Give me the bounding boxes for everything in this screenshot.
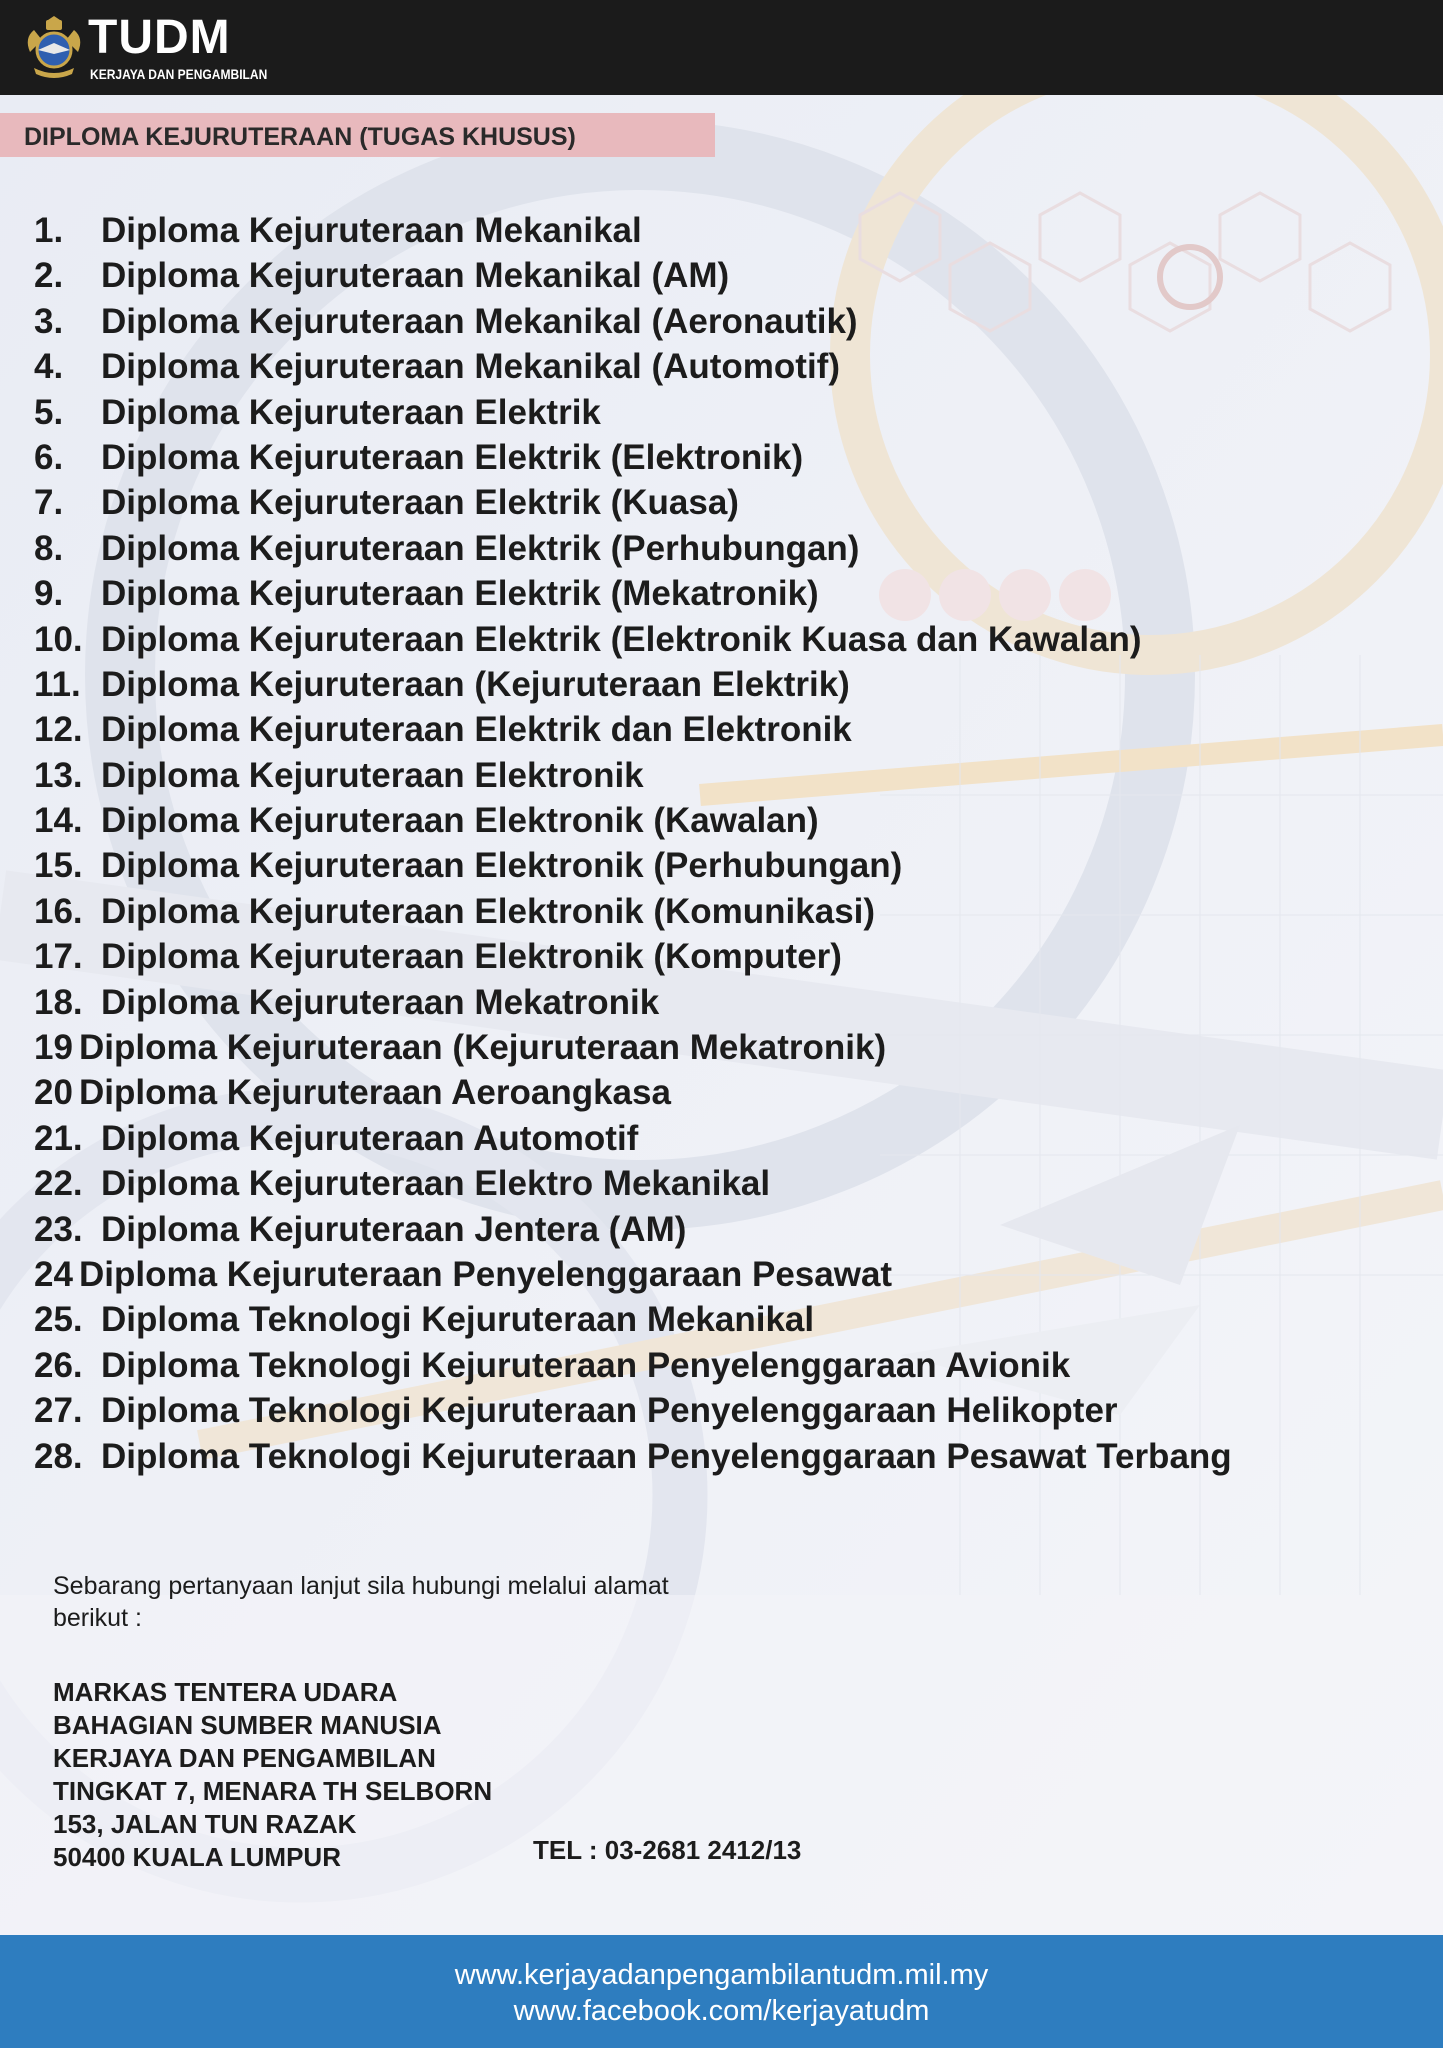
list-item: [34, 390, 1414, 435]
list-item-number: 19: [34, 1028, 73, 1068]
section-label: [0, 113, 715, 157]
list-item: [34, 1161, 1414, 1206]
list-item-number: 6.: [34, 437, 64, 477]
list-item-name: Diploma Kejuruteraan Elektrik (Perhubungan): [101, 528, 860, 568]
section-label-text: DIPLOMA KEJURUTERAAN (TUGAS KHUSUS): [24, 123, 576, 151]
list-item-name: Diploma Kejuruteraan Elektrik (Mekatronik): [101, 574, 819, 614]
telephone-number: TEL : 03-2681 2412/13: [533, 1835, 802, 1865]
list-item-number: 15.: [34, 846, 83, 886]
list-item: [34, 934, 1414, 979]
list-item-name: Diploma Kejuruteraan Elektronik (Komunikasi): [101, 891, 876, 931]
list-item-number: 14.: [34, 801, 83, 841]
list-item: [34, 662, 1414, 707]
list-item-name: Diploma Kejuruteraan Elektrik (Elektronik): [101, 437, 804, 477]
list-item-name: Diploma Kejuruteraan Elektronik (Komputer): [101, 937, 842, 977]
list-item-name: Diploma Teknologi Kejuruteraan Penyelenggaraan Avionik: [101, 1345, 1071, 1385]
list-item-name: Diploma Teknologi Kejuruteraan Mekanikal: [101, 1300, 815, 1340]
list-item-number: 20: [34, 1073, 73, 1113]
list-item: [34, 344, 1414, 389]
list-item-name: Diploma Kejuruteraan Aeroangkasa: [79, 1073, 671, 1113]
list-item: [34, 480, 1414, 525]
list-item-name: Diploma Kejuruteraan Elektronik (Kawalan): [101, 801, 819, 841]
list-item: [34, 208, 1414, 253]
list-item-number: 4.: [34, 347, 64, 387]
list-item-name: Diploma Kejuruteraan Elektronik: [101, 755, 644, 795]
list-item: [34, 843, 1414, 888]
list-item-name: Diploma Kejuruteraan Mekanikal: [101, 211, 642, 250]
list-item: [34, 435, 1414, 480]
list-item: [34, 1343, 1414, 1388]
address-line: 153, JALAN TUN RAZAK: [53, 1809, 357, 1839]
list-item-number: 28.: [34, 1436, 83, 1476]
address-block: [53, 1676, 953, 1874]
address-line: 50400 KUALA LUMPUR: [53, 1842, 341, 1872]
list-item: [34, 707, 1414, 752]
list-item: [34, 299, 1414, 344]
list-item-name: Diploma Kejuruteraan (Kejuruteraan Mekatronik): [79, 1028, 887, 1068]
list-item-number: 21.: [34, 1118, 83, 1158]
list-item-number: 16.: [34, 891, 83, 931]
list-item: [34, 1252, 1414, 1297]
list-item-number: 22.: [34, 1164, 83, 1204]
list-item-name: Diploma Kejuruteraan Elektrik (Kuasa): [101, 483, 739, 523]
header-bar: [0, 0, 1443, 95]
list-item: [34, 1116, 1414, 1161]
contact-section: [53, 1570, 953, 1874]
list-item-name: Diploma Kejuruteraan Elektrik (Elektronik Kuasa dan Kawalan): [101, 619, 1142, 659]
logo: [24, 11, 274, 86]
list-item-name: Diploma Teknologi Kejuruteraan Penyelenggaraan Helikopter: [101, 1391, 1118, 1431]
list-item: [34, 1025, 1414, 1070]
list-item-name: Diploma Kejuruteraan Automotif: [101, 1118, 639, 1158]
list-item-number: 18.: [34, 982, 83, 1022]
website-link[interactable]: www.kerjayadanpengambilantudm.mil.my: [454, 1959, 989, 1991]
list-item-number: 13.: [34, 755, 83, 795]
list-item-name: Diploma Kejuruteraan Elektronik (Perhubungan): [101, 846, 903, 886]
list-item-name: Diploma Kejuruteraan Mekatronik: [101, 982, 660, 1022]
list-item-number: 27.: [34, 1391, 83, 1431]
list-item: [34, 1434, 1414, 1479]
list-item-name: Diploma Teknologi Kejuruteraan Penyelenggaraan Pesawat Terbang: [101, 1436, 1232, 1476]
list-item-number: 25.: [34, 1300, 83, 1340]
list-item-number: 5.: [34, 392, 64, 432]
address-line: BAHAGIAN SUMBER MANUSIA: [53, 1710, 442, 1740]
list-item-name: Diploma Kejuruteraan (Kejuruteraan Elektrik): [101, 664, 850, 704]
list-item-name: Diploma Kejuruteraan Elektro Mekanikal: [101, 1164, 771, 1204]
logo-subtitle: KERJAYA DAN PENGAMBILAN: [90, 66, 268, 82]
list-item: [34, 798, 1414, 843]
list-item-name: Diploma Kejuruteraan Jentera (AM): [101, 1209, 687, 1249]
list-item-number: 24: [34, 1254, 73, 1294]
address-line: KERJAYA DAN PENGAMBILAN: [53, 1743, 436, 1773]
tudm-emblem-icon: [24, 16, 84, 82]
address-line: MARKAS TENTERA UDARA: [53, 1677, 398, 1707]
list-item-number: 26.: [34, 1345, 83, 1385]
list-item-number: 8.: [34, 528, 64, 568]
footer-bar: [0, 1935, 1443, 2048]
facebook-link[interactable]: www.facebook.com/kerjayatudm: [513, 1995, 930, 2027]
list-item: [34, 526, 1414, 571]
list-item-number: 17.: [34, 937, 83, 977]
list-item: [34, 753, 1414, 798]
list-item-name: Diploma Kejuruteraan Elektrik: [101, 392, 601, 432]
list-item-number: 1.: [34, 211, 64, 250]
list-item-number: 7.: [34, 483, 64, 523]
program-list: [34, 208, 1414, 1479]
list-item-name: Diploma Kejuruteraan Penyelenggaraan Pesawat: [79, 1254, 893, 1294]
list-item-number: 23.: [34, 1209, 83, 1249]
list-item: [34, 253, 1414, 298]
list-item: [34, 889, 1414, 934]
list-item-number: 3.: [34, 301, 64, 341]
list-item: [34, 980, 1414, 1025]
list-item-number: 12.: [34, 710, 83, 750]
list-item: [34, 1297, 1414, 1342]
list-item: [34, 1388, 1414, 1433]
list-item-name: Diploma Kejuruteraan Mekanikal (Aeronautik): [101, 301, 858, 341]
list-item-number: 2.: [34, 256, 64, 296]
contact-intro: Sebarang pertanyaan lanjut sila hubungi melalui alamat berikut :: [53, 1572, 669, 1632]
list-item-name: Diploma Kejuruteraan Mekanikal (Automotif): [101, 347, 840, 387]
list-item: [34, 571, 1414, 616]
address-line: TINGKAT 7, MENARA TH SELBORN: [53, 1776, 493, 1806]
list-item-name: Diploma Kejuruteraan Mekanikal (AM): [101, 256, 730, 296]
list-item-name: Diploma Kejuruteraan Elektrik dan Elektronik: [101, 710, 852, 750]
list-item: [34, 617, 1414, 662]
list-item-number: 10.: [34, 619, 83, 659]
list-item: [34, 1207, 1414, 1252]
logo-title: TUDM: [88, 11, 231, 64]
list-item: [34, 1070, 1414, 1115]
list-item-number: 9.: [34, 574, 64, 614]
list-item-number: 11.: [34, 664, 81, 704]
